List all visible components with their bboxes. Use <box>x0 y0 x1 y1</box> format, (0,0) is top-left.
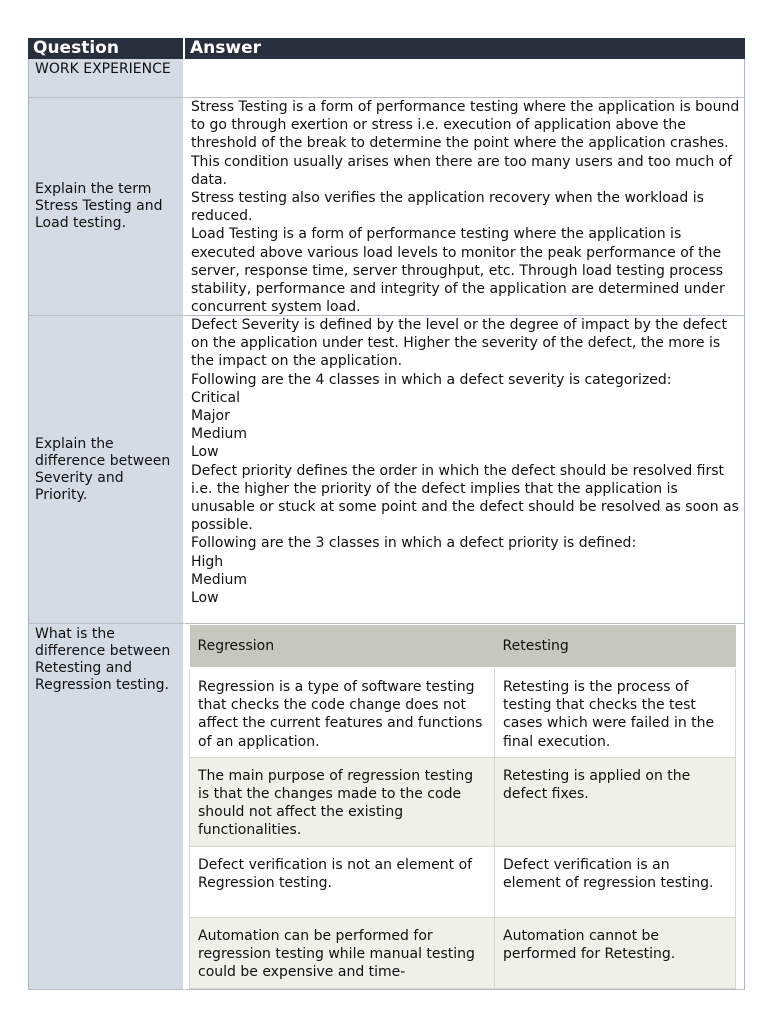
comparison-header-retesting: Retesting <box>495 625 736 668</box>
answer-cell-stress-load <box>185 98 745 316</box>
priority-class-item: High <box>191 553 224 570</box>
comparison-cell-retesting: Retesting is the process of testing that checks the test cases which were failed in the final execution. <box>495 668 736 757</box>
comparison-cell-regression: Defect verification is not an element of Regression testing. <box>190 846 495 917</box>
comparison-cell-regression: The main purpose of regression testing is that the changes made to the code should not affect the existing functionalities. <box>190 757 495 846</box>
priority-class-item: Low <box>191 590 219 607</box>
comparison-table <box>189 625 736 989</box>
qa-table <box>28 38 745 990</box>
comparison-row <box>190 917 736 988</box>
answer-paragraph: Following are the 3 classes in which a defect priority is defined: <box>191 535 637 552</box>
severity-class-item: Low <box>191 444 219 461</box>
comparison-cell-regression: Automation can be performed for regression testing while manual testing could be expensive and time- <box>190 917 495 988</box>
answer-paragraph: Defect Severity is defined by the level or the degree of impact by the defect on the application under test. Higher the severity of the defect, the more is the impact on the application. <box>191 317 727 370</box>
comparison-cell-retesting: Retesting is applied on the defect fixes. <box>495 757 736 846</box>
answer-paragraph: Stress Testing is a form of performance testing where the application is bound to go through exertion or stress i.e. execution of application above the threshold of the break to determine the point where the application crashes. This condition usually arises when there are too many users and too much of data. <box>191 99 740 188</box>
comparison-header-regression: Regression <box>190 625 495 668</box>
qa-document <box>28 38 745 990</box>
answer-cell-severity-priority <box>185 316 745 624</box>
answer-cell-retesting-regression <box>185 624 745 990</box>
answer-column-header: Answer <box>185 38 745 59</box>
severity-class-item: Critical <box>191 389 240 406</box>
severity-class-item: Medium <box>191 426 247 443</box>
question-cell-severity-priority: Explain the difference between Severity and Priority. <box>28 316 185 624</box>
comparison-row <box>190 668 736 757</box>
question-cell-retesting-regression: What is the difference between Retesting and Regression testing. <box>28 624 185 990</box>
answer-cell-work-experience <box>185 59 745 98</box>
question-cell-work-experience: WORK EXPERIENCE <box>28 59 185 98</box>
question-column-header: Question <box>28 38 185 59</box>
comparison-row <box>190 757 736 846</box>
comparison-cell-retesting: Defect verification is an element of regression testing. <box>495 846 736 917</box>
answer-paragraph: Following are the 4 classes in which a defect severity is categorized: <box>191 371 672 388</box>
question-cell-stress-load: Explain the term Stress Testing and Load testing. <box>28 98 185 316</box>
answer-paragraph: Defect priority defines the order in which the defect should be resolved first i.e. the higher the priority of the defect implies that the application is unusable or stuck at some point and the defect should be resolved as soon as possible. <box>191 462 739 534</box>
comparison-cell-retesting: Automation cannot be performed for Retesting. <box>495 917 736 988</box>
comparison-cell-regression: Regression is a type of software testing that checks the code change does not affect the current features and functions of an application. <box>190 668 495 757</box>
comparison-row <box>190 846 736 917</box>
severity-class-item: Major <box>191 408 230 425</box>
answer-paragraph: Load Testing is a form of performance testing where the application is executed above various load levels to monitor the peak performance of the server, response time, server throughput, etc. Through load testing process stability, performance and integrity of the application are determined under concurrent system load. <box>191 226 725 316</box>
priority-class-item: Medium <box>191 571 247 588</box>
answer-paragraph: Stress testing also verifies the application recovery when the workload is reduced. <box>191 190 704 225</box>
